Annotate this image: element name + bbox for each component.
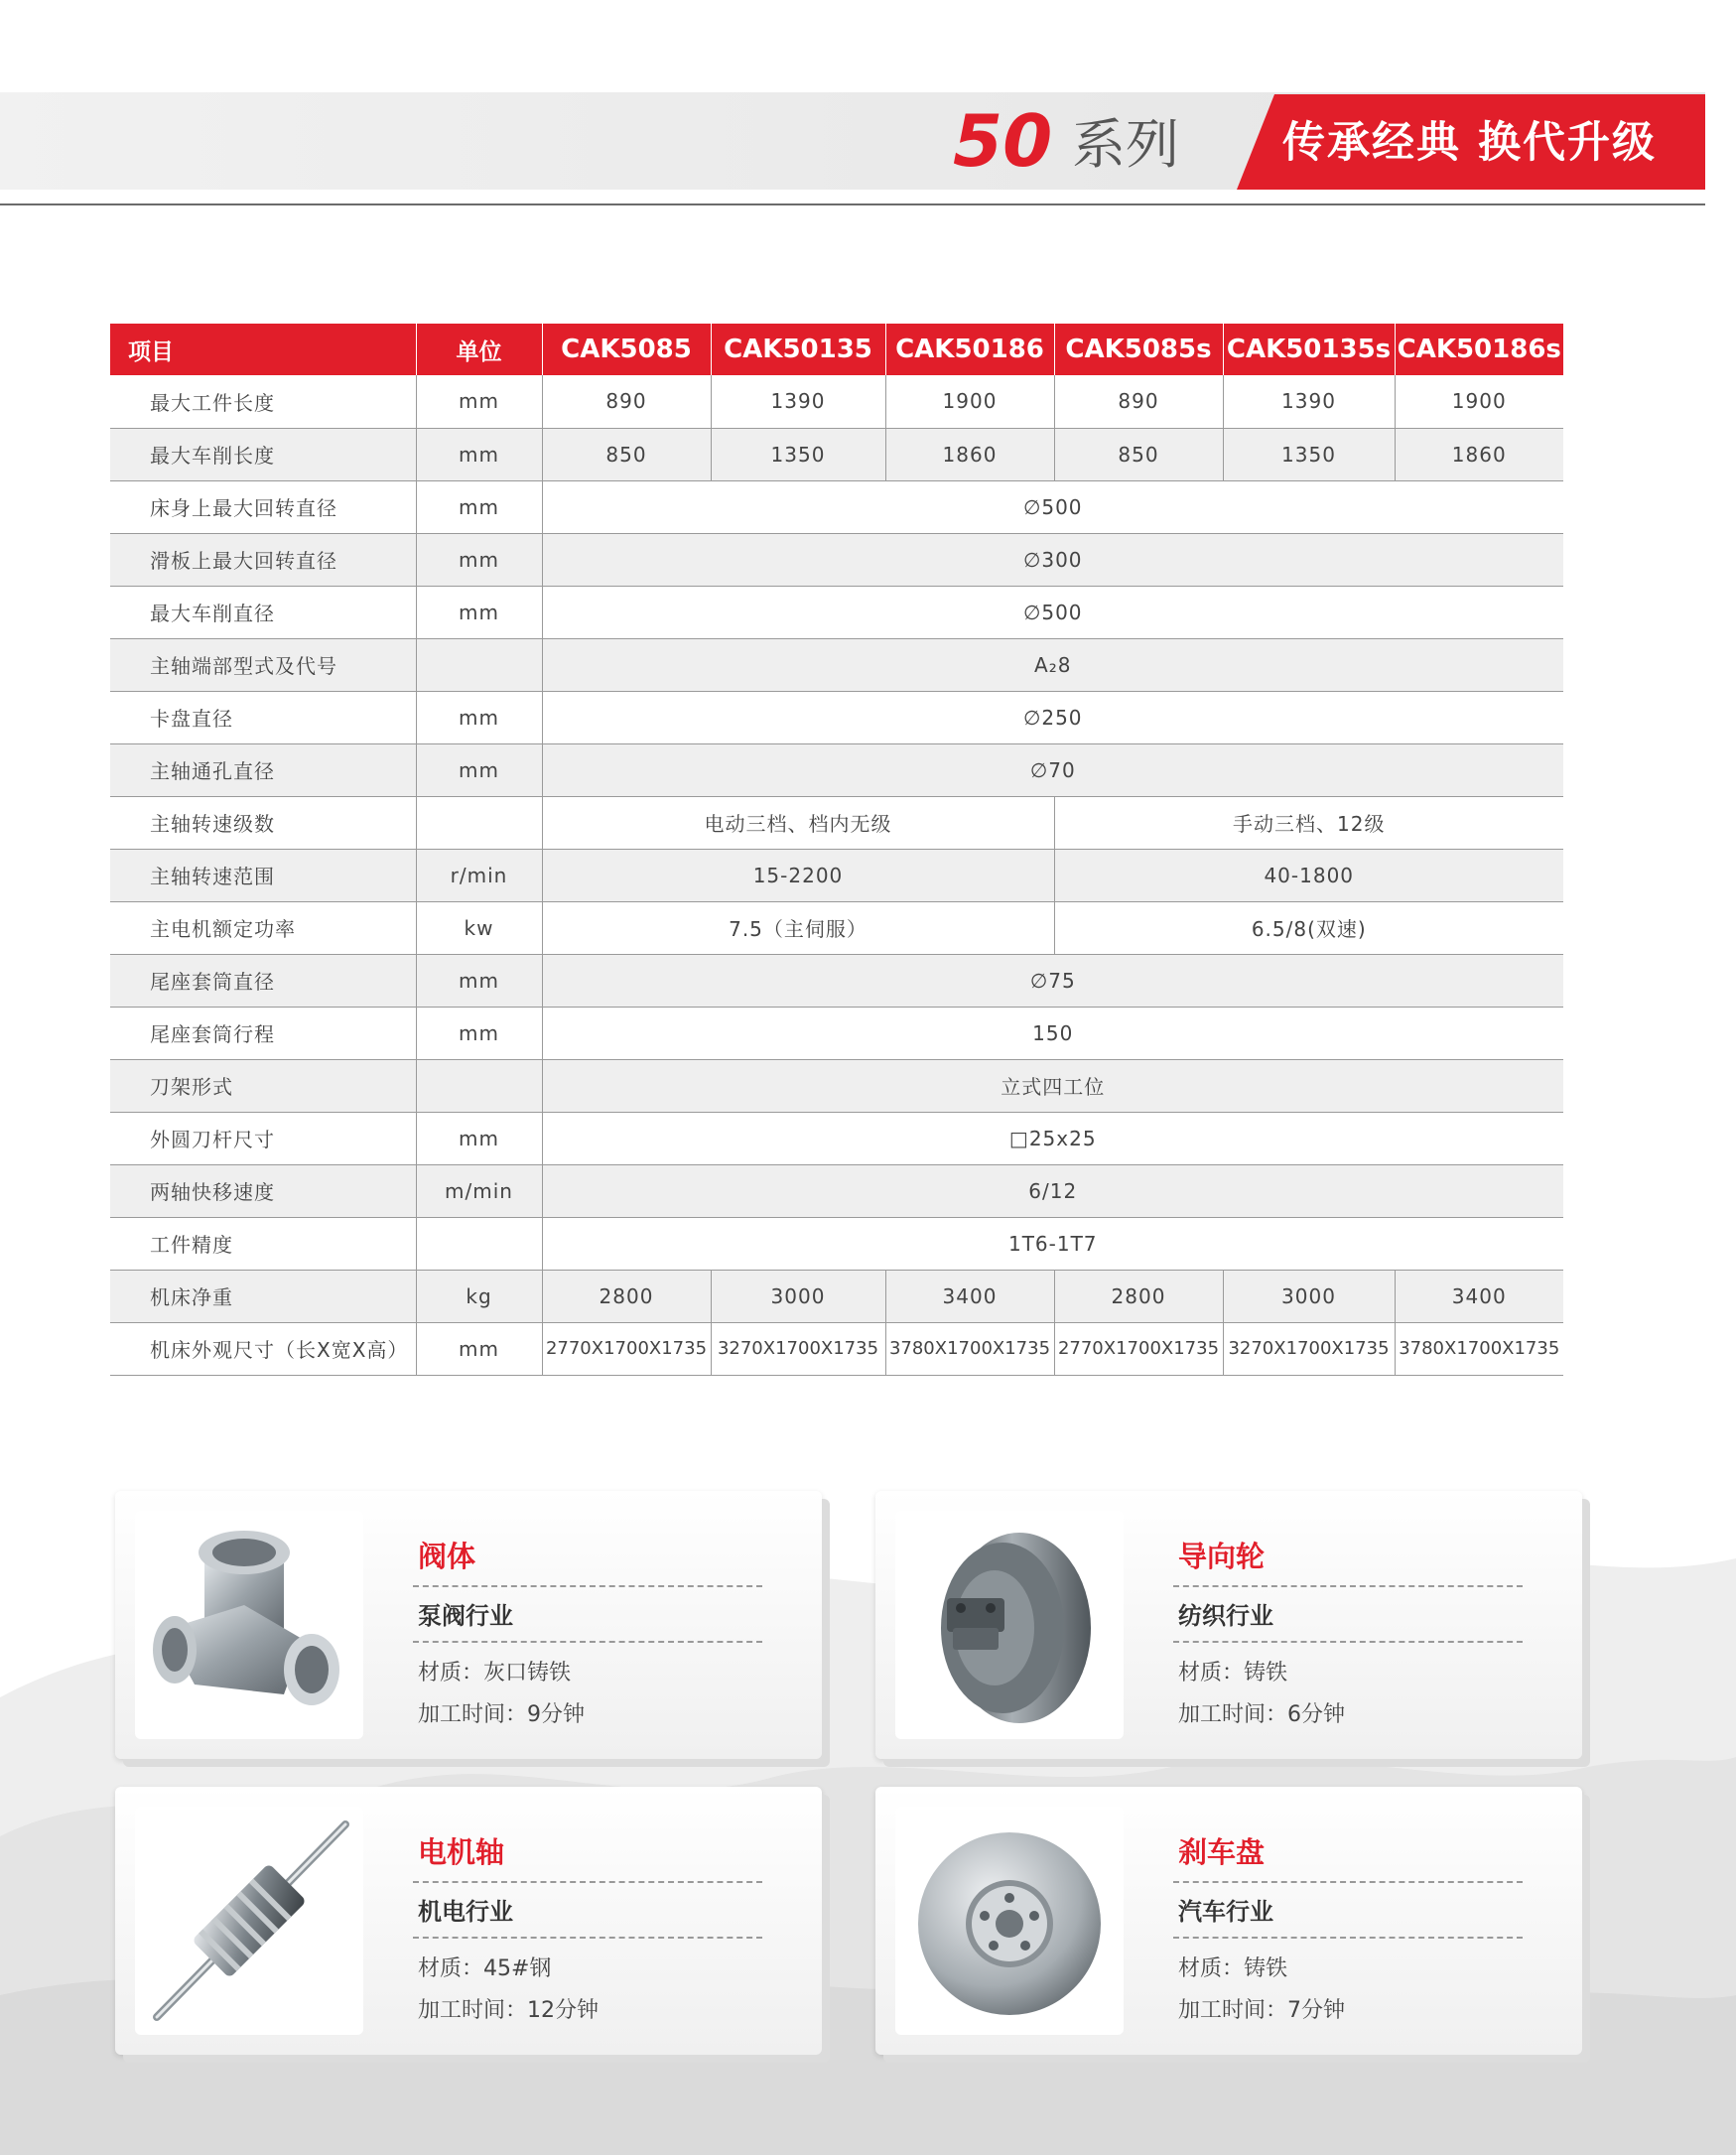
header-unit: 单位 [416,324,542,375]
row-name: 床身上最大回转直径 [110,480,416,533]
card-time: 加工时间：7分钟 [1178,1998,1345,2023]
product-image [135,1807,363,2035]
row-unit [416,1217,542,1270]
cell-value: 2770X1700X1735 [542,1322,711,1375]
table-row [110,1112,1563,1164]
table-row [110,375,1563,428]
cell-value: 1860 [1395,428,1563,480]
row-name: 两轴快移速度 [110,1164,416,1217]
table-row [110,533,1563,586]
cell-value-span: □25x25 [542,1112,1563,1164]
row-unit: mm [416,1112,542,1164]
product-card-motor-shaft [115,1787,822,2055]
cell-value-half: 手动三档、12级 [1054,796,1563,849]
row-name: 主轴通孔直径 [110,743,416,796]
divider [1173,1585,1523,1587]
cell-value-span: 1T6-1T7 [542,1217,1563,1270]
product-card-idler-wheel [875,1491,1582,1759]
row-unit: mm [416,1322,542,1375]
row-unit: mm [416,691,542,743]
cell-value: 1390 [1223,375,1395,428]
table-row [110,480,1563,533]
cell-value: 3000 [1223,1270,1395,1322]
cell-value: 1390 [711,375,885,428]
header-model: CAK5085s [1054,324,1223,375]
card-title: 导向轮 [1178,1540,1266,1573]
divider [413,1641,762,1643]
card-time: 加工时间：9分钟 [418,1702,585,1727]
cell-value: 3400 [885,1270,1054,1322]
table-row [110,638,1563,691]
product-card-valve-body [115,1491,822,1759]
row-name: 工件精度 [110,1217,416,1270]
cell-value: 2800 [542,1270,711,1322]
cell-value-half: 40-1800 [1054,849,1563,901]
product-image [895,1511,1124,1739]
table-row [110,1059,1563,1112]
cell-value-span: A₂8 [542,638,1563,691]
row-unit: mm [416,428,542,480]
brake-disc-icon [895,1807,1124,2035]
cell-value-span: ∅500 [542,480,1563,533]
cell-value-span: ∅300 [542,533,1563,586]
series-number: 50 [953,99,1053,183]
row-unit: kg [416,1270,542,1322]
row-unit: mm [416,954,542,1007]
divider [1173,1641,1523,1643]
row-name: 机床净重 [110,1270,416,1322]
product-card-brake-disc [875,1787,1582,2055]
cell-value: 850 [542,428,711,480]
header-model: CAK5085 [542,324,711,375]
product-image [895,1807,1124,2035]
row-unit: mm [416,586,542,638]
row-unit [416,796,542,849]
cell-value-half: 7.5（主伺服） [542,901,1054,954]
header-item: 项目 [110,324,416,375]
row-name: 主轴端部型式及代号 [110,638,416,691]
row-name: 外圆刀杆尺寸 [110,1112,416,1164]
motor-shaft-icon [135,1807,363,2035]
cell-value: 2800 [1054,1270,1223,1322]
header-model: CAK50135 [711,324,885,375]
table-row [110,796,1563,849]
cell-value-span: ∅70 [542,743,1563,796]
pipe-tee-icon [135,1511,363,1739]
table-header-row [110,324,1563,375]
card-title: 阀体 [418,1540,476,1573]
table-row [110,954,1563,1007]
cell-value-span: ∅250 [542,691,1563,743]
cell-value: 3400 [1395,1270,1563,1322]
cell-value-span: ∅75 [542,954,1563,1007]
row-name: 主轴转速级数 [110,796,416,849]
divider [413,1881,762,1883]
cell-value: 890 [1054,375,1223,428]
card-material: 材质：铸铁 [1178,1661,1288,1685]
cell-value: 1900 [885,375,1054,428]
row-name: 滑板上最大回转直径 [110,533,416,586]
card-time: 加工时间：12分钟 [418,1998,599,2023]
cell-value: 1900 [1395,375,1563,428]
cell-value-half: 6.5/8(双速) [1054,901,1563,954]
card-title: 电机轴 [418,1835,505,1869]
cell-value: 2770X1700X1735 [1054,1322,1223,1375]
cell-value-span: 立式四工位 [542,1059,1563,1112]
row-unit: mm [416,743,542,796]
row-name: 最大车削长度 [110,428,416,480]
header-model: CAK50186 [885,324,1054,375]
card-industry: 汽车行业 [1178,1898,1273,1926]
table-row [110,1322,1563,1375]
row-name: 卡盘直径 [110,691,416,743]
cell-value: 890 [542,375,711,428]
table-row [110,849,1563,901]
cell-value-span: 150 [542,1007,1563,1059]
cell-value: 3000 [711,1270,885,1322]
row-unit: kw [416,901,542,954]
cell-value: 1350 [711,428,885,480]
row-name: 最大车削直径 [110,586,416,638]
cell-value: 3780X1700X1735 [1395,1322,1563,1375]
cell-value: 3270X1700X1735 [711,1322,885,1375]
table-row [110,901,1563,954]
cell-value: 1350 [1223,428,1395,480]
card-material: 材质：铸铁 [1178,1956,1288,1981]
divider [413,1937,762,1939]
cell-value: 3270X1700X1735 [1223,1322,1395,1375]
row-unit: r/min [416,849,542,901]
row-unit [416,638,542,691]
table-row [110,691,1563,743]
card-industry: 机电行业 [418,1898,513,1926]
row-unit: mm [416,480,542,533]
table-row [110,1164,1563,1217]
card-industry: 纺织行业 [1178,1602,1273,1630]
divider [413,1585,762,1587]
row-unit: mm [416,1007,542,1059]
cell-value-half: 电动三档、档内无级 [542,796,1054,849]
series-word: 系列 [1072,113,1179,176]
product-image [135,1511,363,1739]
card-material: 材质：灰口铸铁 [418,1661,572,1685]
row-unit [416,1059,542,1112]
spec-table [110,324,1563,1376]
card-time: 加工时间：6分钟 [1178,1702,1345,1727]
card-industry: 泵阀行业 [418,1602,513,1630]
table-row [110,428,1563,480]
table-row [110,743,1563,796]
row-unit: m/min [416,1164,542,1217]
cell-value: 3780X1700X1735 [885,1322,1054,1375]
card-title: 刹车盘 [1178,1835,1266,1869]
row-name: 主电机额定功率 [110,901,416,954]
divider [1173,1881,1523,1883]
row-name: 主轴转速范围 [110,849,416,901]
row-name: 尾座套筒行程 [110,1007,416,1059]
row-unit: mm [416,533,542,586]
idler-wheel-icon [895,1511,1124,1739]
row-unit: mm [416,375,542,428]
cell-value-half: 15-2200 [542,849,1054,901]
table-row [110,1007,1563,1059]
row-name: 最大工件长度 [110,375,416,428]
row-name: 尾座套筒直径 [110,954,416,1007]
divider [1173,1937,1523,1939]
table-row [110,586,1563,638]
row-name: 刀架形式 [110,1059,416,1112]
cell-value: 850 [1054,428,1223,480]
cell-value: 1860 [885,428,1054,480]
cell-value-span: 6/12 [542,1164,1563,1217]
header-model: CAK50186s [1395,324,1563,375]
header-divider [0,203,1705,205]
header-model: CAK50135s [1223,324,1395,375]
card-material: 材质：45#钢 [418,1956,552,1981]
row-name: 机床外观尺寸（长X宽X高） [110,1322,416,1375]
cell-value-span: ∅500 [542,586,1563,638]
table-row [110,1270,1563,1322]
slogan-text: 传承经典 换代升级 [1282,118,1657,168]
table-row [110,1217,1563,1270]
